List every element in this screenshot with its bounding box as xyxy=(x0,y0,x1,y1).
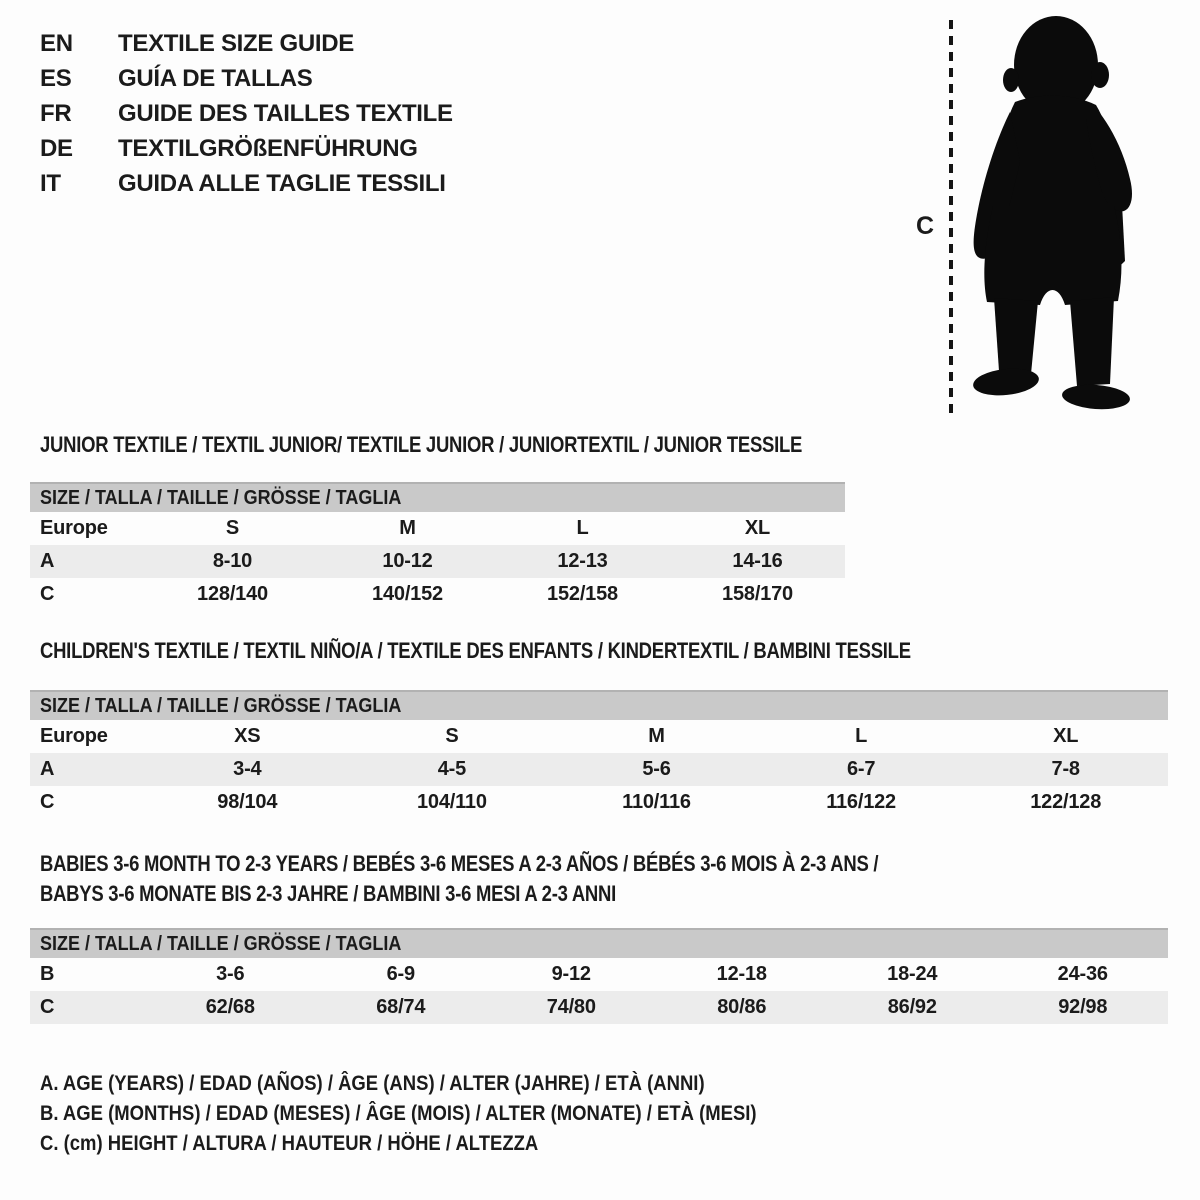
language-label: GUÍA DE TALLAS xyxy=(118,64,313,92)
table-cell: 68/74 xyxy=(376,996,426,1018)
table-cell: 92/98 xyxy=(1058,996,1108,1018)
size-header-text: SIZE / TALLA / TAILLE / GRÖSSE / TAGLIA xyxy=(40,932,402,955)
table-cell: S xyxy=(225,517,240,539)
language-code: DE xyxy=(40,134,73,162)
table-cell: 5-6 xyxy=(642,758,671,780)
size-header-bar xyxy=(30,482,845,512)
row-label: C xyxy=(40,583,55,605)
table-cell: 116/122 xyxy=(826,791,896,813)
table-cell: 7-8 xyxy=(1051,758,1080,780)
table-cell: 80/86 xyxy=(717,996,767,1018)
language-code: ES xyxy=(40,64,72,92)
table-cell: 10-12 xyxy=(382,550,433,572)
children-size-table xyxy=(30,690,1168,819)
language-label: TEXTILGRÖßENFÜHRUNG xyxy=(118,134,418,162)
section-title-children-text: CHILDREN'S TEXTILE / TEXTIL NIÑO/A / TEXTILE DES ENFANTS / KINDERTEXTIL / BAMBINI TESSILE xyxy=(40,638,911,663)
legend-age-years-text: A. AGE (YEARS) / EDAD (AÑOS) / ÂGE (ANS) / ALTER (JAHRE) / ETÀ (ANNI) xyxy=(40,1072,705,1095)
language-list xyxy=(40,26,453,201)
table-cell: L xyxy=(855,725,868,747)
table-cell: L xyxy=(576,517,589,539)
language-code: EN xyxy=(40,29,73,57)
table-cell: 8-10 xyxy=(212,550,253,572)
row-label: C xyxy=(40,791,55,813)
table-cell: 3-4 xyxy=(233,758,262,780)
table-cell: 24-36 xyxy=(1057,963,1108,985)
row-label: C xyxy=(40,996,55,1018)
legend-age-months xyxy=(40,1102,854,1126)
size-header-text: SIZE / TALLA / TAILLE / GRÖSSE / TAGLIA xyxy=(40,694,402,717)
table-cell: 18-24 xyxy=(887,963,938,985)
row-label: Europe xyxy=(40,725,108,747)
section-title-babies-line2-text: BABYS 3-6 MONATE BIS 2-3 JAHRE / BAMBINI 3-6 MESI A 2-3 ANNI xyxy=(40,881,616,906)
table-cell: XS xyxy=(234,725,261,747)
legend-age-years xyxy=(40,1072,795,1096)
section-title-children xyxy=(40,638,1077,664)
size-header-bar xyxy=(30,928,1168,958)
table-row xyxy=(30,720,1168,753)
table-cell: 110/116 xyxy=(622,791,691,813)
language-row xyxy=(40,61,453,96)
table-row xyxy=(30,991,1168,1024)
size-header-bar xyxy=(30,690,1168,720)
table-cell: 6-7 xyxy=(846,758,876,780)
table-cell: 62/68 xyxy=(205,996,255,1018)
table-cell: 158/170 xyxy=(722,583,793,605)
row-label: A xyxy=(40,550,55,572)
table-cell: 128/140 xyxy=(197,583,268,605)
toddler-silhouette-icon xyxy=(958,8,1163,420)
table-cell: 14-16 xyxy=(732,550,783,572)
table-cell: M xyxy=(648,725,665,747)
table-cell: 4-5 xyxy=(437,758,467,780)
language-code: FR xyxy=(40,99,72,127)
section-title-babies-line1 xyxy=(40,851,1038,877)
section-title-babies-line2 xyxy=(40,881,726,907)
babies-size-table xyxy=(30,928,1168,1024)
legend-height-cm xyxy=(40,1132,606,1156)
language-label: TEXTILE SIZE GUIDE xyxy=(118,29,354,57)
language-row xyxy=(40,26,453,61)
junior-size-table xyxy=(30,482,845,611)
height-measure-line xyxy=(946,18,956,418)
section-title-junior-text: JUNIOR TEXTILE / TEXTIL JUNIOR/ TEXTILE JUNIOR / JUNIORTEXTIL / JUNIOR TESSILE xyxy=(40,432,803,457)
table-row xyxy=(30,958,1168,991)
row-label: A xyxy=(40,758,55,780)
section-title-junior xyxy=(40,432,947,458)
table-cell: 104/110 xyxy=(416,791,487,813)
table-cell: 98/104 xyxy=(217,791,278,813)
table-cell: 140/152 xyxy=(372,583,443,605)
table-cell: M xyxy=(399,517,416,539)
language-row xyxy=(40,166,453,201)
language-row xyxy=(40,96,453,131)
table-row xyxy=(30,753,1168,786)
language-label: GUIDE DES TAILLES TEXTILE xyxy=(118,99,453,127)
table-cell: 9-12 xyxy=(551,963,591,985)
table-cell: 3-6 xyxy=(216,963,245,985)
table-cell: 74/80 xyxy=(546,996,596,1018)
table-cell: 122/128 xyxy=(1030,791,1102,813)
size-header-text: SIZE / TALLA / TAILLE / GRÖSSE / TAGLIA xyxy=(40,486,402,509)
row-label: Europe xyxy=(40,517,108,539)
legend-height-cm-text: C. (cm) HEIGHT / ALTURA / HAUTEUR / HÖHE / ALTEZZA xyxy=(40,1132,539,1155)
table-cell: 86/92 xyxy=(887,996,937,1018)
table-cell: XL xyxy=(1053,725,1079,747)
table-row xyxy=(30,512,845,545)
table-cell: XL xyxy=(744,517,771,539)
table-row xyxy=(30,786,1168,819)
language-label: GUIDA ALLE TAGLIE TESSILI xyxy=(118,169,446,197)
table-cell: 6-9 xyxy=(386,963,415,985)
table-cell: S xyxy=(445,725,459,747)
section-title-babies-line1-text: BABIES 3-6 MONTH TO 2-3 YEARS / BEBÉS 3-6 MESES A 2-3 AÑOS / BÉBÉS 3-6 MOIS À 2-3 ANS / xyxy=(40,851,879,876)
row-label: B xyxy=(40,963,55,985)
table-cell: 12-18 xyxy=(716,963,767,985)
table-cell: 12-13 xyxy=(557,550,608,572)
table-cell: 152/158 xyxy=(547,583,618,605)
table-row xyxy=(30,578,845,611)
language-row xyxy=(40,131,453,166)
legend-age-months-text: B. AGE (MONTHS) / EDAD (MESES) / ÂGE (MOIS) / ALTER (MONATE) / ETÀ (MESI) xyxy=(40,1102,757,1125)
table-row xyxy=(30,545,845,578)
figure-height-label: C xyxy=(916,212,935,240)
language-code: IT xyxy=(40,169,61,197)
